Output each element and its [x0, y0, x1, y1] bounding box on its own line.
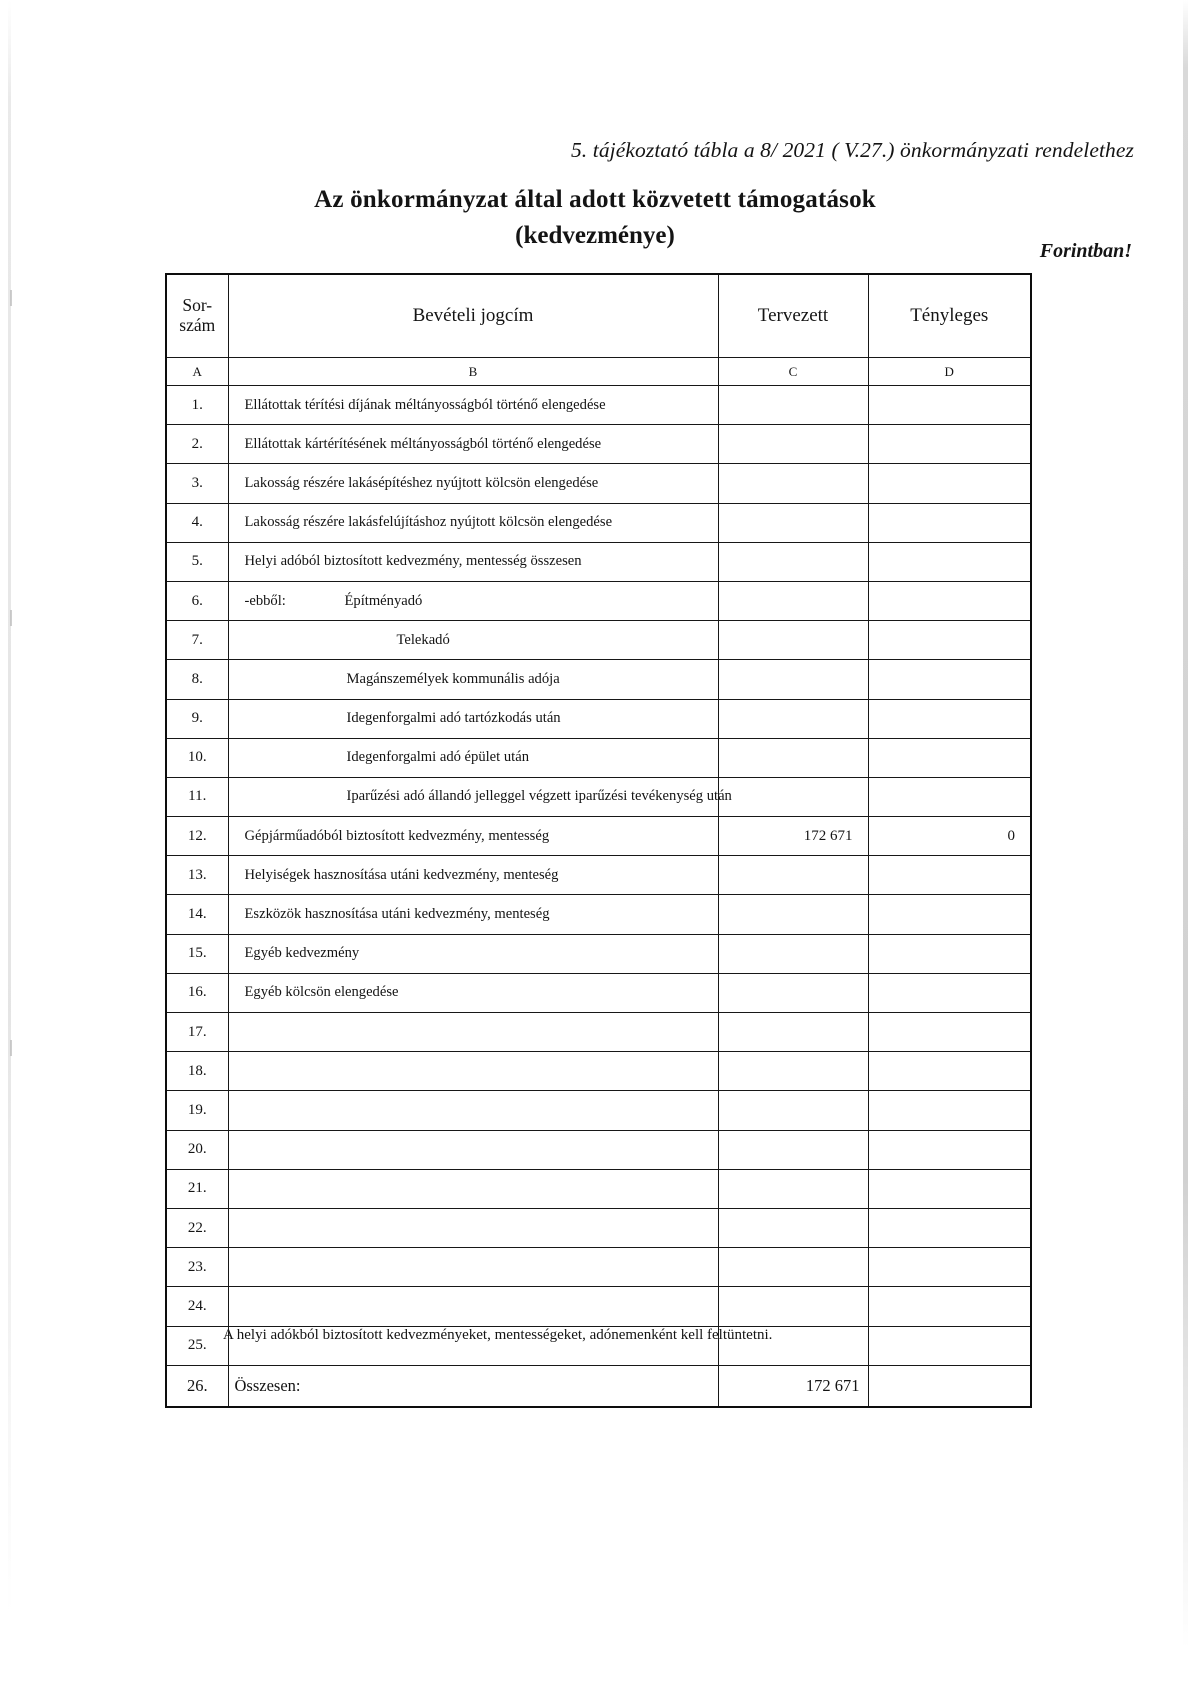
row-title-cell: Gépjárműadóból biztosított kedvezmény, mentesség	[228, 817, 718, 856]
table-row	[166, 503, 1031, 542]
row-actual-cell	[868, 777, 1031, 816]
column-header-row-number-line1: Sor-	[182, 295, 213, 316]
row-actual-cell	[868, 386, 1031, 425]
row-title-cell: Eszközök hasznosítása utáni kedvezmény, menteség	[228, 895, 718, 934]
row-title-cell: Helyiségek hasznosítása utáni kedvezmény, menteség	[228, 856, 718, 895]
total-row-number: 26.	[166, 1365, 228, 1407]
row-title-cell: Ellátottak térítési díjának méltányosságból történő elengedése	[228, 386, 718, 425]
row-actual-cell	[868, 660, 1031, 699]
table-row	[166, 1130, 1031, 1169]
row-actual-cell	[868, 699, 1031, 738]
table-row	[166, 1091, 1031, 1130]
indirect-support-table	[165, 273, 1032, 1408]
row-actual-cell	[868, 542, 1031, 581]
row-number-cell: 2.	[166, 425, 228, 464]
table-header-row	[166, 274, 1031, 358]
table-footnote: A helyi adókból biztosított kedvezményeket, mentességeket, adónemenként kell feltüntetni.	[223, 1327, 773, 1343]
row-number-cell: 13.	[166, 856, 228, 895]
row-planned-cell	[718, 621, 868, 660]
row-actual-cell	[868, 1208, 1031, 1247]
row-number-cell: 4.	[166, 503, 228, 542]
row-number-cell: 1.	[166, 386, 228, 425]
row-number-cell: 15.	[166, 934, 228, 973]
row-title-cell	[228, 1013, 718, 1052]
table-row	[166, 699, 1031, 738]
column-letter-c: C	[718, 358, 868, 386]
row-actual-cell: 0	[868, 817, 1031, 856]
column-header-planned: Tervezett	[718, 274, 868, 358]
row-number-cell: 12.	[166, 817, 228, 856]
row-number-cell: 11.	[166, 777, 228, 816]
row-planned-cell	[718, 1130, 868, 1169]
row-actual-cell	[868, 738, 1031, 777]
total-row-label: Összesen:	[228, 1365, 718, 1407]
row-number-cell: 5.	[166, 542, 228, 581]
row-planned-cell	[718, 973, 868, 1012]
row-number-cell: 8.	[166, 660, 228, 699]
column-header-row-number-line2: szám	[179, 315, 216, 335]
row-number-cell: 10.	[166, 738, 228, 777]
row-planned-cell	[718, 503, 868, 542]
table-row	[166, 425, 1031, 464]
table-row	[166, 660, 1031, 699]
row-title-cell	[228, 1208, 718, 1247]
row-title-text: Építményadó	[344, 592, 423, 609]
row-number-cell: 6.	[166, 581, 228, 620]
row-actual-cell	[868, 503, 1031, 542]
row-planned-cell	[718, 777, 868, 816]
total-row-actual	[868, 1365, 1031, 1407]
row-planned-cell	[718, 738, 868, 777]
scan-artifact-tick	[10, 1040, 12, 1056]
row-number-cell: 24.	[166, 1287, 228, 1326]
row-planned-cell	[718, 464, 868, 503]
row-planned-cell	[718, 856, 868, 895]
row-planned-cell	[718, 581, 868, 620]
scan-artifact-left-edge	[8, 0, 11, 1682]
row-title-cell	[228, 581, 718, 620]
row-title-cell: Helyi adóból biztosított kedvezmény, mentesség összesen	[228, 542, 718, 581]
column-header-title: Bevételi jogcím	[228, 274, 718, 358]
row-number-cell: 19.	[166, 1091, 228, 1130]
column-letter-a: A	[166, 358, 228, 386]
row-number-cell: 18.	[166, 1052, 228, 1091]
row-planned-cell	[718, 425, 868, 464]
row-number-cell: 23.	[166, 1248, 228, 1287]
row-planned-cell	[718, 1169, 868, 1208]
row-actual-cell	[868, 581, 1031, 620]
row-title-cell	[228, 1052, 718, 1091]
table-row	[166, 386, 1031, 425]
row-planned-cell	[718, 660, 868, 699]
page-title: Az önkormányzat által adott közvetett támogatások	[314, 186, 876, 213]
row-planned-cell	[718, 542, 868, 581]
row-planned-cell	[718, 1091, 868, 1130]
row-actual-cell	[868, 1326, 1031, 1365]
row-actual-cell	[868, 1248, 1031, 1287]
row-number-cell: 20.	[166, 1130, 228, 1169]
table-row	[166, 1287, 1031, 1326]
table-row	[166, 817, 1031, 856]
row-actual-cell	[868, 621, 1031, 660]
table-row	[166, 856, 1031, 895]
row-title-cell: Lakosság részére lakásépítéshez nyújtott kölcsön elengedése	[228, 464, 718, 503]
row-title-cell: Egyéb kedvezmény	[228, 934, 718, 973]
row-actual-cell	[868, 1287, 1031, 1326]
table-row	[166, 973, 1031, 1012]
row-title-cell	[228, 1130, 718, 1169]
table-row	[166, 464, 1031, 503]
table-row	[166, 1169, 1031, 1208]
row-actual-cell	[868, 1169, 1031, 1208]
regulation-reference: 5. tájékoztató tábla a 8/ 2021 ( V.27.) önkormányzati rendelethez	[570, 138, 1134, 162]
row-title-cell: Idegenforgalmi adó épület után	[228, 738, 718, 777]
row-title-prefix: -ebből:	[244, 592, 286, 609]
row-actual-cell	[868, 1052, 1031, 1091]
column-letter-d: D	[868, 358, 1031, 386]
column-header-row-number	[166, 274, 228, 358]
row-actual-cell	[868, 1013, 1031, 1052]
column-letter-b: B	[228, 358, 718, 386]
row-actual-cell	[868, 856, 1031, 895]
table-row	[166, 1052, 1031, 1091]
indirect-support-table-wrapper	[165, 273, 1030, 1408]
row-actual-cell	[868, 1091, 1031, 1130]
table-row	[166, 777, 1031, 816]
row-number-cell: 14.	[166, 895, 228, 934]
row-number-cell: 25.	[166, 1326, 228, 1365]
row-actual-cell	[868, 934, 1031, 973]
row-number-cell: 7.	[166, 621, 228, 660]
table-row	[166, 581, 1031, 620]
table-total-row	[166, 1365, 1031, 1407]
row-title-cell	[228, 1091, 718, 1130]
row-planned-cell	[718, 699, 868, 738]
table-row	[166, 1013, 1031, 1052]
scan-artifact-tick	[10, 290, 12, 306]
row-planned-cell	[718, 895, 868, 934]
row-planned-cell	[718, 1052, 868, 1091]
row-title-cell: Idegenforgalmi adó tartózkodás után	[228, 699, 718, 738]
row-actual-cell	[868, 425, 1031, 464]
row-title-cell: Telekadó	[228, 621, 718, 660]
row-actual-cell	[868, 1130, 1031, 1169]
table-row	[166, 934, 1031, 973]
row-number-cell: 21.	[166, 1169, 228, 1208]
table-row	[166, 1208, 1031, 1247]
row-planned-cell	[718, 1013, 868, 1052]
currency-note: Forintban!	[1039, 240, 1132, 262]
row-actual-cell	[868, 973, 1031, 1012]
column-header-actual: Tényleges	[868, 274, 1031, 358]
row-title-cell	[228, 1287, 718, 1326]
row-planned-cell	[718, 934, 868, 973]
row-planned-cell	[718, 1208, 868, 1247]
table-row	[166, 1248, 1031, 1287]
column-letter-row	[166, 358, 1031, 386]
row-title-cell	[228, 1169, 718, 1208]
row-number-cell: 9.	[166, 699, 228, 738]
row-title-cell: Ellátottak kártérítésének méltányosságból történő elengedése	[228, 425, 718, 464]
row-title-cell: Lakosság részére lakásfelújításhoz nyújtott kölcsön elengedése	[228, 503, 718, 542]
row-number-cell: 17.	[166, 1013, 228, 1052]
row-title-cell	[228, 1248, 718, 1287]
table-row	[166, 895, 1031, 934]
row-number-cell: 22.	[166, 1208, 228, 1247]
row-planned-cell	[718, 386, 868, 425]
table-body	[166, 386, 1031, 1366]
row-actual-cell	[868, 464, 1031, 503]
row-actual-cell	[868, 895, 1031, 934]
total-row-planned: 172 671	[718, 1365, 868, 1407]
page-subtitle: (kedvezménye)	[515, 222, 675, 249]
scan-artifact-right-edge	[1183, 0, 1188, 1682]
row-planned-cell	[718, 1248, 868, 1287]
scan-artifact-tick	[10, 610, 12, 626]
row-planned-cell	[718, 1287, 868, 1326]
table-row	[166, 621, 1031, 660]
row-planned-cell: 172 671	[718, 817, 868, 856]
row-number-cell: 16.	[166, 973, 228, 1012]
row-title-cell: Iparűzési adó állandó jelleggel végzett iparűzési tevékenység után	[228, 777, 718, 816]
row-number-cell: 3.	[166, 464, 228, 503]
table-row	[166, 738, 1031, 777]
row-title-cell: Magánszemélyek kommunális adója	[228, 660, 718, 699]
row-title-cell: Egyéb kölcsön elengedése	[228, 973, 718, 1012]
table-row	[166, 542, 1031, 581]
